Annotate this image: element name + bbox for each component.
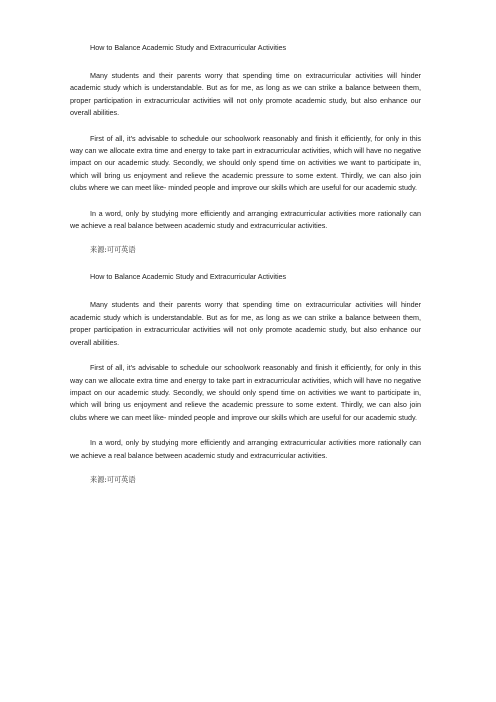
essay-title: How to Balance Academic Study and Extracurricular Activities	[90, 43, 287, 52]
essay-paragraph-1: Many students and their parents worry that spending time on extracurricular activities will hinder academic study which is understandable. But as for me, as long as we can strike a balance between them, proper participation in extracurricular activities will not only promote academic study, but also enhance our overall abilities.	[70, 71, 421, 118]
source-line: 来源:可可英语	[90, 245, 136, 255]
essay-paragraph-2: First of all, it's advisable to schedule our schoolwork reasonably and finish it efficiently, for only in this way can we allocate extra time and energy to take part in extracurricular activities, which will have no negative impact on our academic study. Secondly, we should only spend time on activities we want to participate in, which will bring us enjoyment and relieve the academic pressure to some extent. Thirdly, we can also join clubs where we can meet like- minded people and improve our skills which are useful for our academic study.	[70, 133, 421, 193]
essay-section-1	[70, 43, 421, 255]
essay-section-2	[70, 272, 421, 484]
essay-title: How to Balance Academic Study and Extracurricular Activities	[90, 272, 287, 282]
document-content	[70, 43, 421, 502]
essay-paragraph-3: In a word, only by studying more efficiently and arranging extracurricular activities more rationally can we achieve a real balance between academic study and extracurricular activities.	[70, 438, 421, 460]
source-line: 来源:可可英语	[90, 474, 136, 484]
essay-paragraph-3: In a word, only by studying more efficiently and arranging extracurricular activities more rationally can we achieve a real balance between academic study and extracurricular activities.	[70, 208, 421, 231]
essay-paragraph-1: Many students and their parents worry that spending time on extracurricular activities will hinder academic study which is understandable. But as for me, as long as we can strike a balance between them, proper participation in extracurricular activities will not only promote academic study, but also enhance our overall abilities.	[70, 300, 421, 347]
essay-paragraph-2: First of all, it's advisable to schedule our schoolwork reasonably and finish it efficiently, for only in this way can we allocate extra time and energy to take part in extracurricular activities, which will have no negative impact on our academic study. Secondly, we should only spend time on activities we want to participate in, which will bring us enjoyment and relieve the academic pressure to some extent. Thirdly, we can also join clubs where we can meet like- minded people and improve our skills which are useful for our academic study.	[70, 363, 421, 422]
